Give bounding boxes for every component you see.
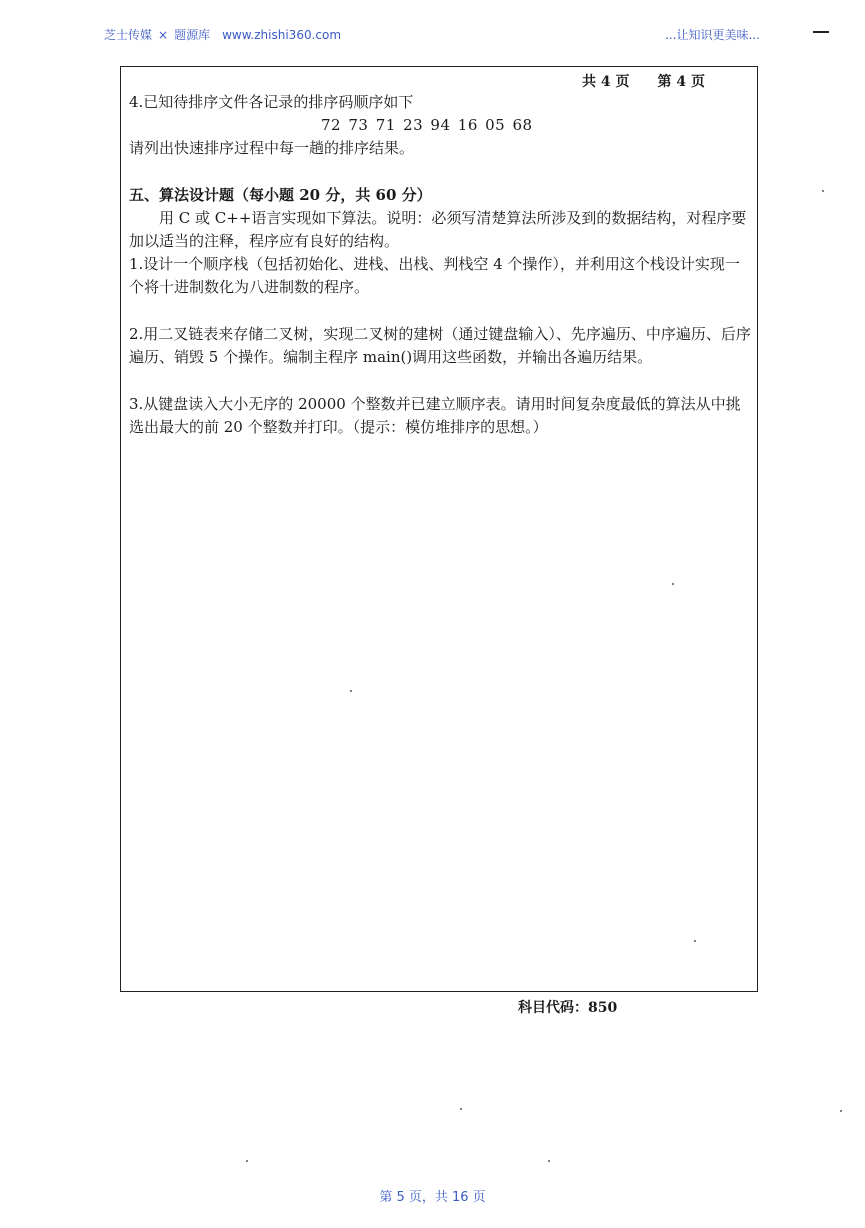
scan-speck: [672, 583, 674, 585]
exam-page-frame: [120, 66, 758, 992]
scan-speck: [460, 1108, 462, 1110]
scan-speck: [246, 1160, 248, 1162]
site-url: www.zhishi360.com: [222, 28, 342, 42]
page-footer: 第 5 页，共 16 页: [379, 1190, 486, 1205]
library-name: 题源库: [174, 28, 211, 42]
scan-speck: [350, 690, 352, 692]
scan-speck: [694, 940, 696, 942]
header-brand-line: [104, 26, 341, 43]
question4-intro: 4.已知待排序文件各记录的排序码顺序如下: [129, 93, 414, 111]
section5-title: 五、算法设计题（每小题 20 分，共 60 分）: [129, 186, 432, 204]
subject-code: 科目代码：850: [518, 1000, 618, 1016]
brand-name: 芝士传媒: [104, 28, 153, 42]
brand-separator: ×: [158, 28, 169, 42]
algorithm-question-3: 3.从键盘读入大小无序的 20000 个整数并已建立顺序表。请用时间复杂度最低的算法从中挑选出最大的前 20 个整数并打印。（提示：模仿堆排序的思想。）: [129, 395, 741, 436]
question4-task: 请列出快速排序过程中每一趟的排序结果。: [129, 139, 415, 157]
scan-speck: [840, 1110, 842, 1112]
page-total: 共 4 页: [582, 74, 630, 90]
header-slogan: ...让知识更美味...: [665, 28, 760, 42]
exam-page-number: [582, 71, 705, 91]
exam-content: [129, 91, 751, 439]
algorithm-question-2: 2.用二叉链表来存储二叉树，实现二叉树的建树（通过键盘输入）、先序遍历、中序遍历、后序遍历、销毁 5 个操作。编制主程序 main()调用这些函数，并输出各遍历结果。: [129, 325, 751, 366]
scan-speck: [822, 190, 824, 192]
corner-mark: [813, 31, 829, 33]
question4-sequence: 72 73 71 23 94 16 05 68: [321, 116, 533, 134]
section5-instruction: 用 C 或 C++语言实现如下算法。说明：必须写清楚算法所涉及到的数据结构，对程序要加以适当的注释，程序应有良好的结构。: [129, 209, 747, 250]
algorithm-question-1: 1.设计一个顺序栈（包括初始化、进栈、出栈、判栈空 4 个操作），并利用这个栈设计实现一个将十进制数化为八进制数的程序。: [129, 255, 740, 296]
scan-speck: [548, 1160, 550, 1162]
page-current: 第 4 页: [657, 74, 705, 90]
